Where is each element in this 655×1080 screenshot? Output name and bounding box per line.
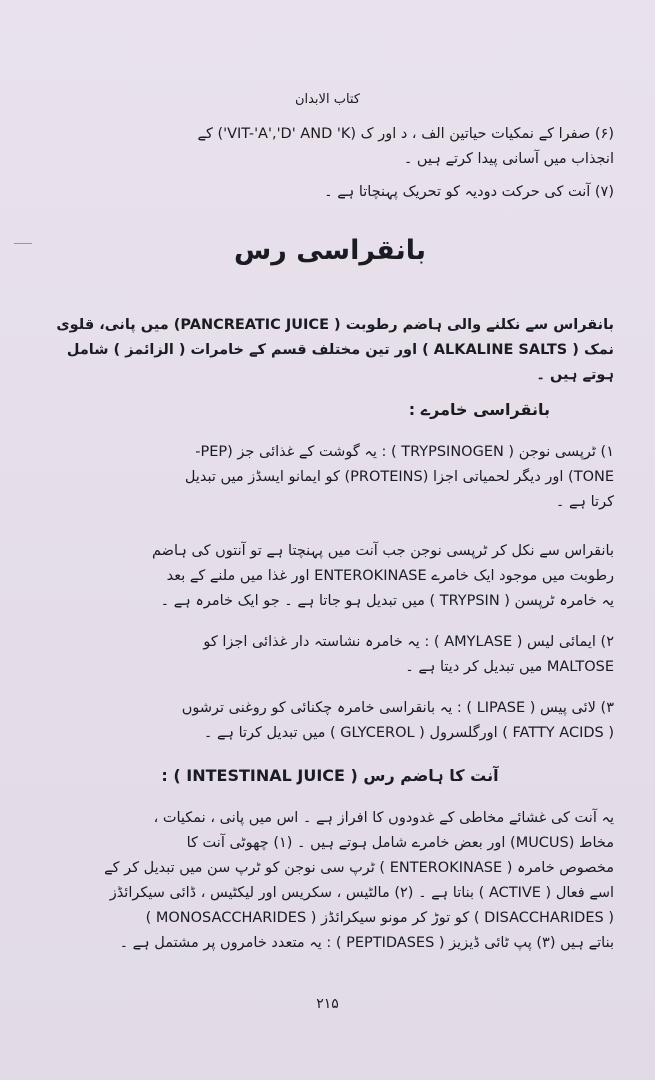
intestinal-line-2: مخاط (MUCUS) اور بعض خامرے شامل ہوتے ہیں ۔ (۱) چھوٹی آنت کا	[186, 835, 614, 851]
intro-line-2: نمک ( ALKALINE SALTS ) اور تین مختلف قسم کے خامرات ( الزائمز ) شامل	[66, 342, 614, 358]
intestinal-line-6: بناتے ہیں (۳) پپ ٹائی ڈیزیز ( PEPTIDASES ) : یہ متعدد خامروں پر مشتمل ہے ۔	[119, 935, 614, 951]
running-head: کتاب الابدان	[294, 92, 361, 107]
margin-dash	[14, 243, 32, 244]
page-content	[46, 122, 614, 956]
paragraph-peristalsis: (۷) آنت کی حرکت دودیہ کو تحریک پہنچاتا ہے ۔	[324, 184, 614, 200]
intestinal-line-5: ( DISACCHARIDES ) کو توڑ کر مونو سیکرائڈز ( MONOSACCHARIDES )	[145, 910, 614, 926]
intestinal-juice-heading: آنت کا ہاضم رس ( INTESTINAL JUICE ) :	[161, 766, 499, 785]
section-title: بانقراسی رس	[234, 235, 426, 266]
lipase-line-1: ۳) لائی پیس ( LIPASE ) : یہ بانقراسی خامرہ چکنائی کو روغنی ترشوں	[181, 700, 614, 716]
trypsinogen-line-1: ۱) ٹرپسی نوجن ( TRYPSINOGEN ) : یہ گوشت کے غذائی جز (PEP-	[195, 444, 614, 460]
trypsinogen-line-2: TONE) اور دیگر لحمیاتی اجزا (PROTEINS) کو ایمانو ایسڈز میں تبدیل	[184, 469, 614, 485]
trypsin-line-2: رطوبت میں موجود ایک خامرے ENTEROKINASE اور غذا میں ملنے کے بعد	[166, 568, 614, 584]
paragraph-bile-salts-line-2: انجذاب میں آسانی پیدا کرتے ہیں ۔	[403, 151, 614, 167]
trypsin-line-1: بانقراس سے نکل کر ٹرپسی نوجن جب آنت میں پہنچتا ہے تو آنتوں کی ہاضم	[152, 543, 614, 559]
page-number: ۲۱۵	[316, 996, 339, 1012]
lipase-line-2: ( FATTY ACIDS ) اورگلسرول ( GLYCEROL ) میں تبدیل کرتا ہے ۔	[203, 725, 614, 741]
intro-line-1: بانقراس سے نکلنے والی ہاضم رطوبت ( PANCREATIC JUICE) میں پانی، قلوی	[56, 317, 614, 333]
trypsinogen-line-3: کرتا ہے ۔	[555, 494, 614, 510]
amylase-line-2: MALTOSE میں تبدیل کر دیتا ہے ۔	[405, 659, 614, 675]
trypsin-line-3: یہ خامرہ ٹرپسن ( TRYPSIN ) میں تبدیل ہو جاتا ہے ۔ جو ایک خامرہ ہے ۔	[160, 593, 614, 609]
intro-line-3: ہوتے ہیں ۔	[536, 367, 614, 383]
intestinal-line-1: یہ آنت کی غشائے مخاطی کے غدودوں کا افراز ہے ۔ اس میں پانی ، نمکیات ،	[153, 810, 614, 826]
paragraph-bile-salts-line-1: (۶) صفرا کے نمکیات حیاتین الف ، د اور ک (VIT-'A','D' AND 'K') کے	[197, 126, 614, 142]
intestinal-line-3: مخصوص خامرہ ( ENTEROKINASE ) ٹرپ سی نوجن کو ٹرپ سن میں تبدیل کر کے	[104, 860, 614, 876]
intestinal-line-4: اسے فعال ( ACTIVE ) بناتا ہے ۔ (۲) مالٹیس ، سکریس اور لیکٹیس ، ڈائی سیکرائڈز	[109, 885, 614, 901]
amylase-line-1: ۲) ایمائی لیس ( AMYLASE ) : یہ خامرہ نشاستہ دار غذائی اجزا کو	[203, 634, 614, 650]
enzymes-heading: بانقراسی خامرے :	[408, 400, 550, 419]
